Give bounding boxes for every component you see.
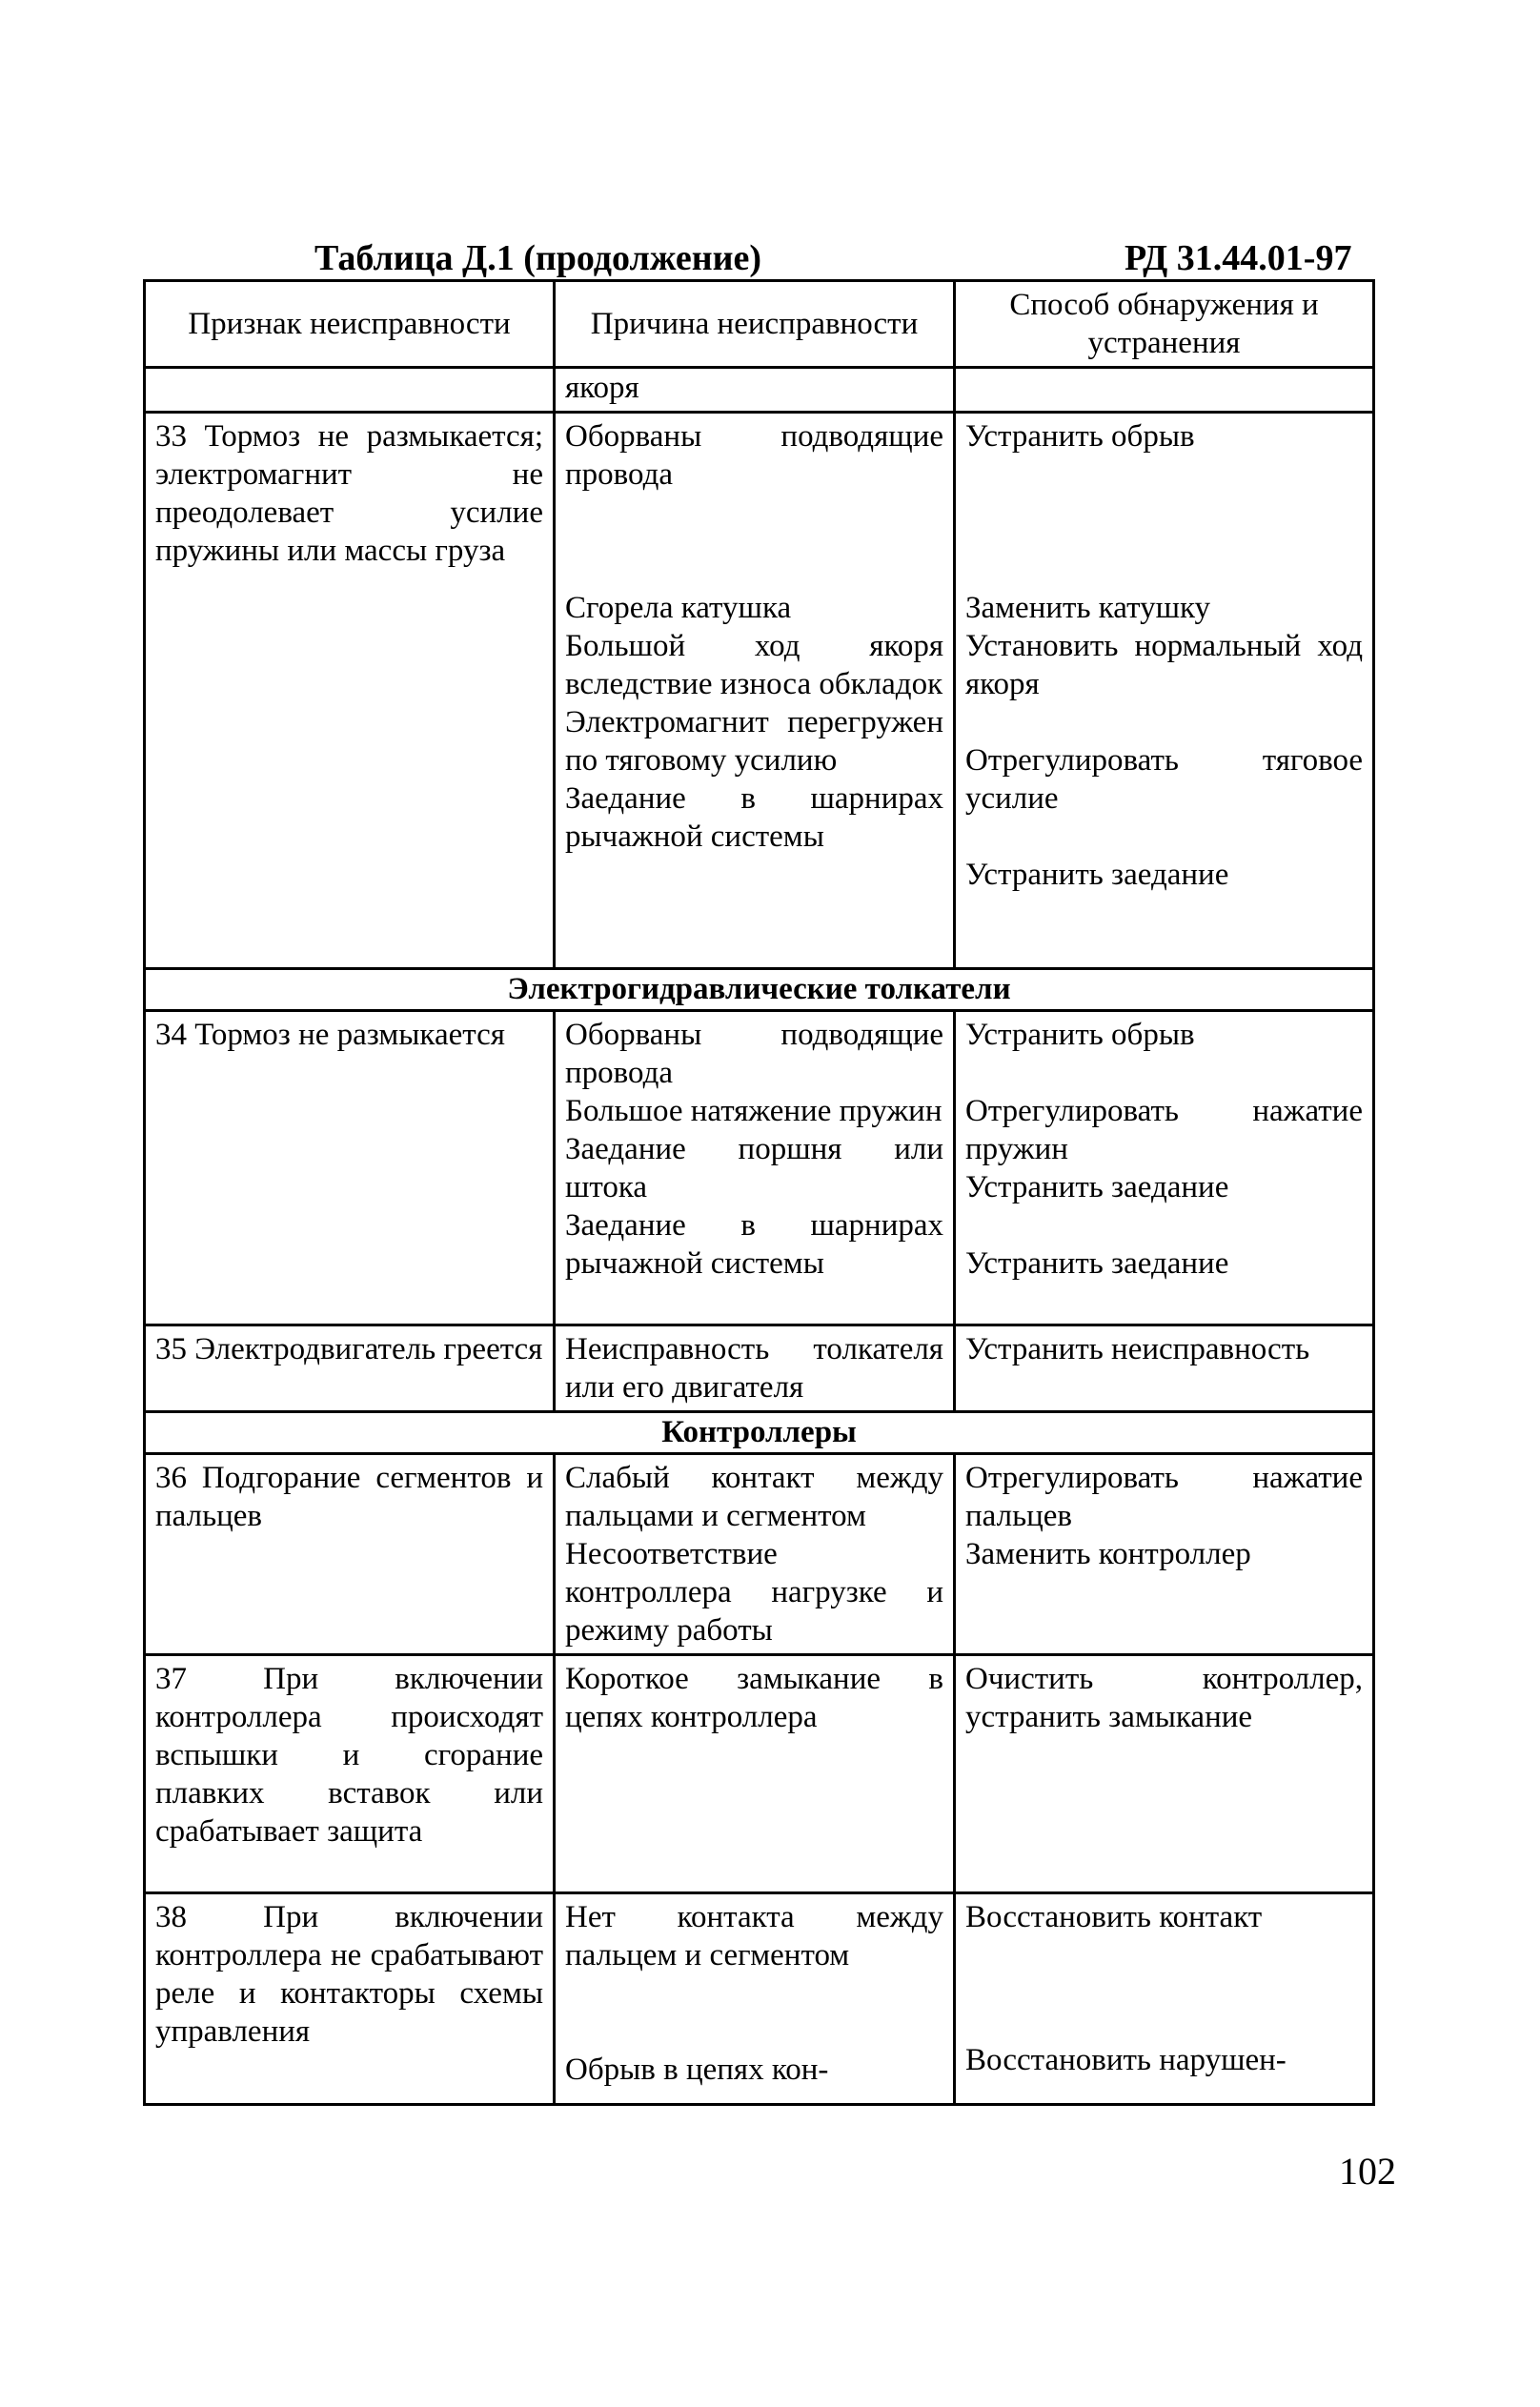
sign-cell: 37 При включении контроллера происходят вспышки и сгорание плавких вставок или срабатывает защита [145,1655,555,1893]
cause-cell [555,1893,955,2105]
cause-cell [555,1454,955,1655]
section-row [145,969,1374,1011]
sign-cell: 33 Тормоз не размыкается; электромагнит не преодолевает усилие пружины или массы груза [145,413,555,969]
fix-item: Устранить заедание [965,858,1229,892]
cause-item: Заедание в шарнирах рычажной системы [565,781,943,854]
table-row [145,413,1374,969]
cause-item: Заедание поршня или штока [565,1132,943,1204]
fix-item: Восстановить контакт [965,1900,1263,1934]
fix-cell: Устранить неисправность [955,1325,1374,1412]
fix-cell: Очистить контроллер, устранить замыкание [955,1655,1374,1893]
table-title: Таблица Д.1 (продолжение) [314,238,762,278]
table-cell-empty [145,368,555,413]
cause-item: Заедание в шарнирах рычажной системы [565,1208,943,1281]
table-row [145,1893,1374,2105]
fix-cell [955,1893,1374,2105]
table-header-row [145,281,1374,368]
cause-cell: Неисправность толкателя или его двигателя [555,1325,955,1412]
cause-cell: якоря [555,368,955,413]
table-row [145,1454,1374,1655]
section-heading: Контроллеры [145,1412,1374,1454]
cause-item: Большой ход якоря вследствие износа обкладок [565,629,943,701]
fix-item: Устранить обрыв [965,419,1195,454]
fix-item: Устранить обрыв [965,1018,1195,1052]
fix-item: Отрегулировать нажатие пальцев [965,1461,1363,1533]
column-header-fix: Способ обнаружения и устранения [955,281,1374,368]
sign-cell: 36 Подгорание сегментов и пальцев [145,1454,555,1655]
cause-cell [555,1011,955,1325]
fix-item: Восстановить нарушен- [965,2043,1287,2077]
table-row [145,1325,1374,1412]
spacer [965,818,1363,856]
cause-item: Несоответствие контроллера нагрузке и режиму работы [565,1537,943,1648]
spacer [965,1936,1363,2041]
fix-item: Установить нормальный ход якоря [965,629,1363,701]
spacer [965,455,1363,589]
sign-cell: 38 При включении контроллера не срабатывают реле и контакторы схемы управления [145,1893,555,2105]
cause-cell [555,413,955,969]
fix-item: Устранить заедание [965,1246,1229,1281]
cause-item: Большое натяжение пружин [565,1094,942,1128]
cause-item: Обрыв в цепях кон- [565,2053,829,2087]
table-cell-empty [955,368,1374,413]
column-header-sign: Признак неисправности [145,281,555,368]
table-row [145,368,1374,413]
sign-cell: 34 Тормоз не размыкается [145,1011,555,1325]
cause-item: Электромагнит перегружен по тяговому усилию [565,705,943,778]
fix-cell [955,1454,1374,1655]
fix-item: Заменить катушку [965,591,1211,625]
column-header-cause: Причина неисправности [555,281,955,368]
fix-item: Устранить заедание [965,1170,1229,1204]
fix-item: Заменить контроллер [965,1537,1251,1571]
cause-cell: Короткое замыкание в цепях контроллера [555,1655,955,1893]
spacer [965,703,1363,741]
fix-item: Отрегулировать тяговое усилие [965,743,1363,816]
spacer [565,494,943,589]
spacer [965,1054,1363,1092]
cause-item: Оборваны подводящие провода [565,1018,943,1090]
fault-table [143,279,1375,2106]
fix-cell [955,1011,1374,1325]
fix-cell [955,413,1374,969]
spacer [565,1974,943,2051]
section-heading: Электрогидравлические толкатели [145,969,1374,1011]
cause-item: Сгорела катушка [565,591,792,625]
cause-item: Нет контакта между пальцем и сегментом [565,1900,943,1972]
table-row [145,1011,1374,1325]
sign-cell: 35 Электродвигатель греется [145,1325,555,1412]
page-number: 102 [1339,2150,1396,2193]
fix-item: Отрегулировать нажатие пружин [965,1094,1363,1166]
spacer [965,1206,1363,1244]
cause-item: Слабый контакт между пальцами и сегментом [565,1461,943,1533]
document-code: РД 31.44.01-97 [1125,238,1352,278]
table-row [145,1655,1374,1893]
section-row [145,1412,1374,1454]
cause-item: Оборваны подводящие провода [565,419,943,492]
